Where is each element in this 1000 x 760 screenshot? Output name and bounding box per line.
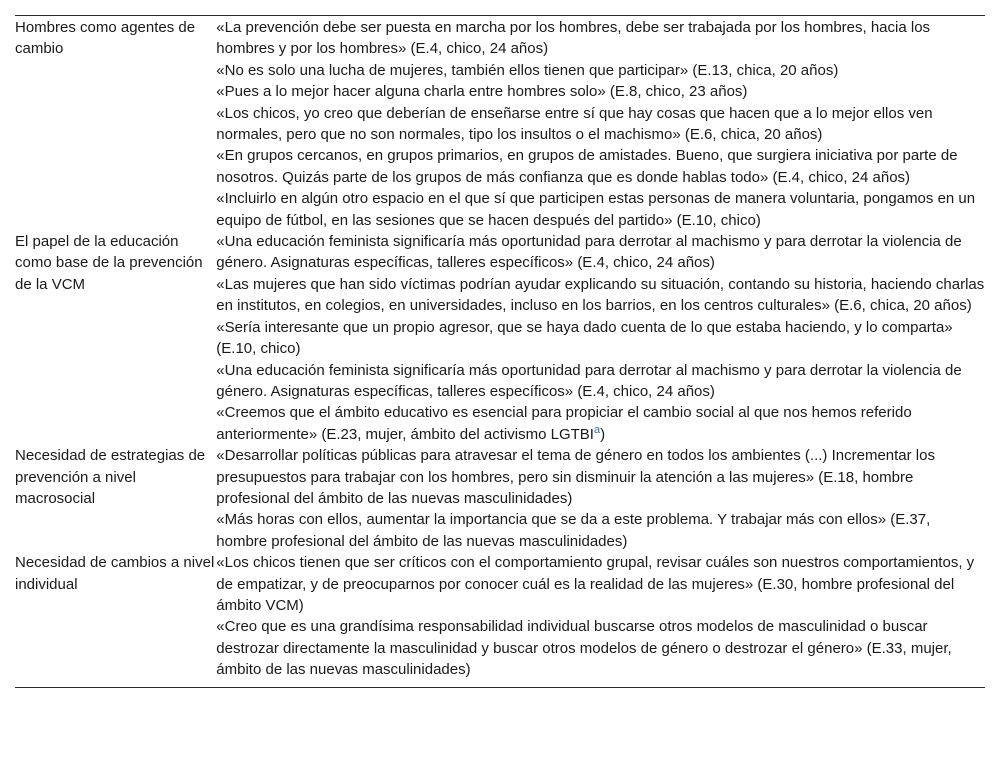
quote-cell: «Los chicos, yo creo que deberían de enseñarse entre sí que hay cosas que hacen que a lo mejor ellos ven normales, pero que no son normales, tipo los insultos o el machismo» (E.6, chica, 20 años) (216, 104, 933, 144)
quote-text: «Creemos que el ámbito educativo es esencial para propiciar el cambio social al que nos hemos referido anteriormente» (E.23, mujer, ámbito del activismo LGTBI (216, 404, 912, 443)
table-row (15, 445, 985, 509)
quote-cell: «Las mujeres que han sido víctimas podrían ayudar explicando su situación, contando su historia, haciendo charlas en institutos, en colegios, en universidades, incluso en los barrios, en los centros culturales» (E.6, chica, 20 años) (216, 275, 985, 315)
category-cell: Necesidad de estrategias de prevención a nivel macrosocial (15, 447, 206, 507)
quote-cell: «Más horas con ellos, aumentar la importancia que se da a este problema. Y trabajar más con ellos» (E.37, hombre profesional del ámbito de las nuevas masculinidades) (216, 511, 931, 550)
table-row (15, 231, 985, 274)
category-cell: Necesidad de cambios a nivel individual (15, 554, 215, 593)
quote-cell: «Sería interesante que un propio agresor, que se haya dado cuenta de lo que estaba haciendo, y lo comparta» (E.10, chico) (216, 318, 953, 358)
quote-cell: «Una educación feminista significaría más oportunidad para derrotar al machismo y para derrotar la violencia de género. Asignaturas específicas, talleres específicos» (E.4, chico, 24 años) (216, 233, 962, 272)
quote-cell: «En grupos cercanos, en grupos primarios, en grupos de amistades. Bueno, que surgiera iniciativa por parte de nosotros. Quizás parte de los grupos de más confianza que es donde hablas todo» (E.4, chico, 24 años) (216, 147, 958, 186)
category-cell: El papel de la educación como base de la prevención de la VCM (15, 233, 203, 293)
quote-close: ) (600, 425, 606, 443)
quotes-table (15, 15, 985, 688)
quote-cell: «Una educación feminista significaría más oportunidad para derrotar al machismo y para derrotar la violencia de género. Asignaturas específicas, talleres específicos» (E.4, chico, 24 años) (216, 361, 962, 400)
quote-cell: «La prevención debe ser puesta en marcha por los hombres, debe ser trabajada por los hombres, hacia los hombres y por los hombres» (E.4, chico, 24 años) (216, 19, 931, 58)
quote-cell (216, 402, 985, 445)
quote-cell: «Creo que es una grandísima responsabilidad individual buscarse otros modelos de masculinidad o buscar destrozar directamente la masculinidad y buscar otros modelos de género o destrozar el género» (E.33, mujer, ámbito de las nuevas masculinidades) (216, 618, 952, 679)
table-row (15, 552, 985, 616)
quote-cell: «No es solo una lucha de mujeres, también ellos tienen que participar» (E.13, chica, 20 años) (216, 61, 839, 79)
category-cell: Hombres como agentes de cambio (15, 19, 196, 58)
footnote-link[interactable]: a (593, 423, 601, 436)
table-row (15, 16, 985, 60)
quote-cell: «Incluirlo en algún otro espacio en el que sí que participen estas personas de manera voluntaria, pongamos en un equipo de fútbol, en las sesiones que se hacen después del partido» (E.10, chico) (216, 190, 976, 229)
quote-cell: «Desarrollar políticas públicas para atravesar el tema de género en todos los ambientes (...) Incrementar los presupuestos para trabajar con los hombres, pero sin disminuir la atención a las mujeres» (E.18, hombre profesional del ámbito de las nuevas masculinidades) (216, 447, 935, 507)
quote-cell: «Pues a lo mejor hacer alguna charla entre hombres solo» (E.8, chico, 23 años) (216, 83, 748, 101)
quote-cell: «Los chicos tienen que ser críticos con el comportamiento grupal, revisar cuáles son nuestros comportamientos, y de empatizar, y de preocuparnos por conocer cuál es la realidad de las mujeres» (E.30, hombre profesional del ámbito VCM) (216, 554, 975, 614)
